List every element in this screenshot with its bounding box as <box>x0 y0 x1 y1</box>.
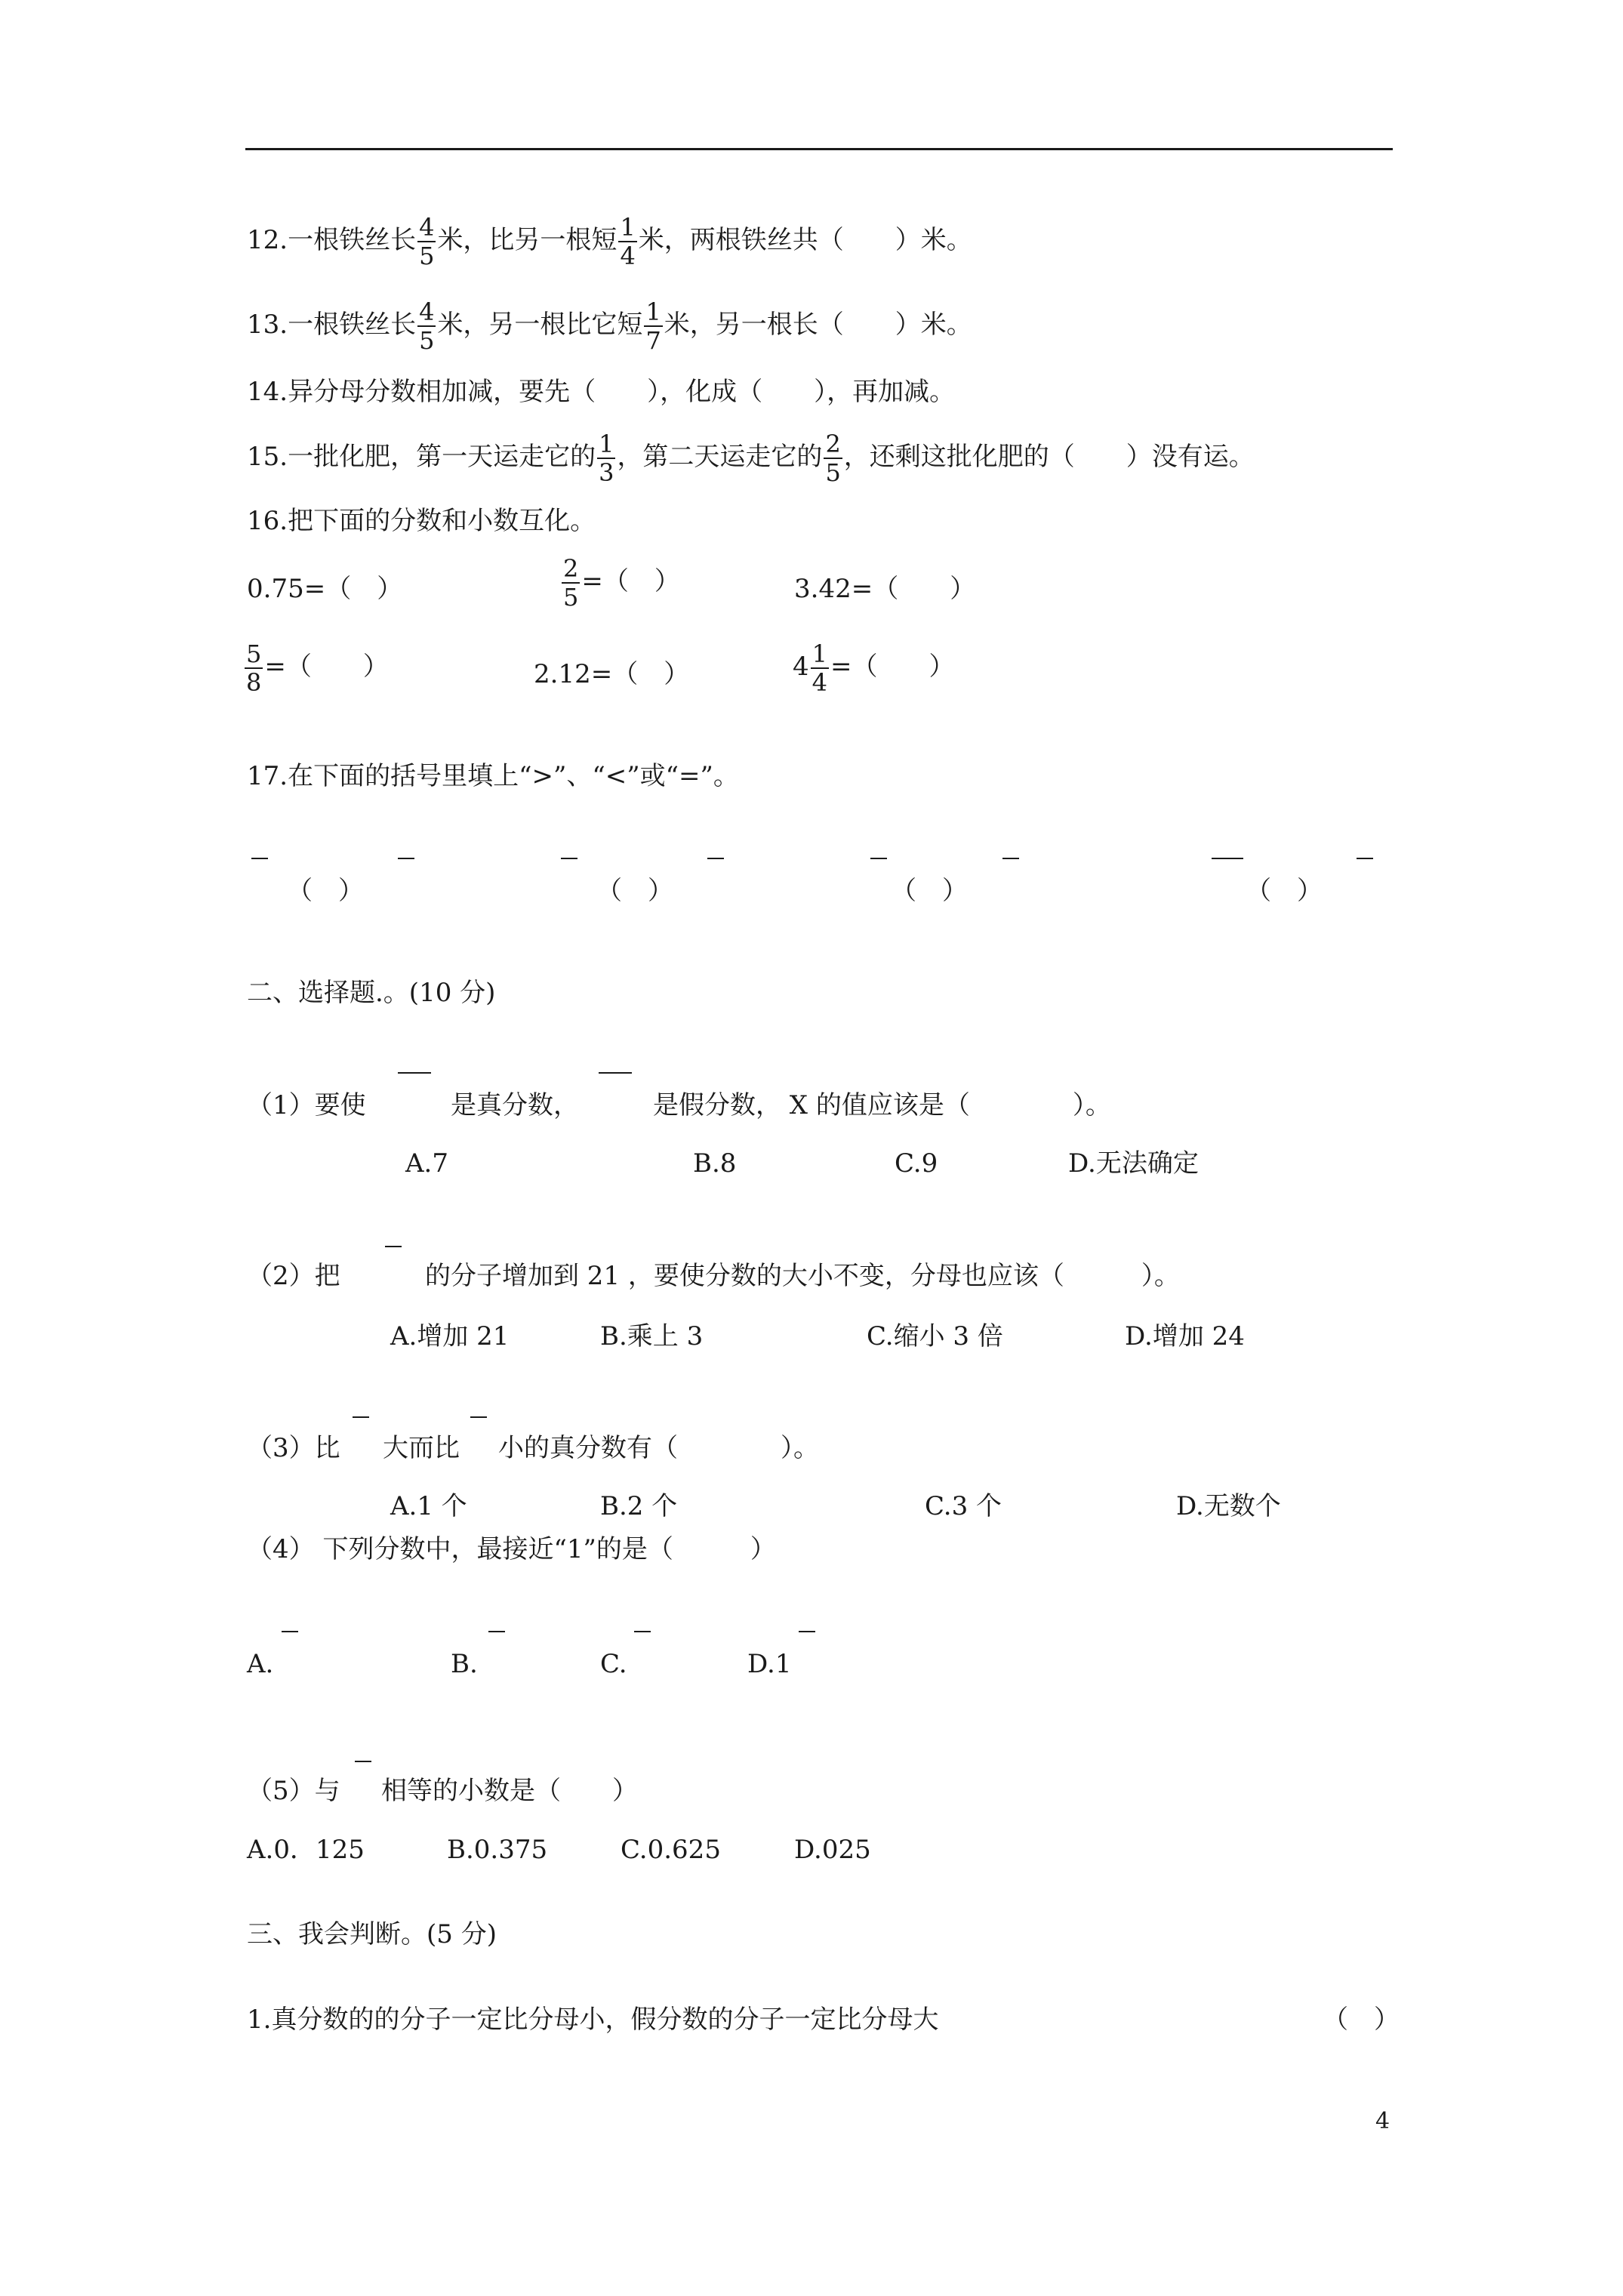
numerator: 5 <box>246 639 262 668</box>
fraction-bar <box>488 1631 505 1632</box>
q16-item-2 <box>560 555 680 611</box>
q13-text-b: 米，另一根比它短 <box>437 310 643 340</box>
fraction-bar <box>1002 858 1019 859</box>
fraction-bar <box>353 1416 369 1418</box>
q15-text-a: 15.一批化肥，第一天运走它的 <box>247 442 596 472</box>
choice-q2-a: （2）把 <box>247 1261 340 1291</box>
q16-item-6-text: =（ ） <box>830 652 955 682</box>
q16-item-1: 0.75=（ ） <box>247 574 403 604</box>
fraction-bar <box>398 1072 431 1074</box>
choice-q2-option-d[interactable]: D.增加 24 <box>1125 1321 1245 1351</box>
numerator: 1 <box>645 297 661 326</box>
q12-text-c: 米，两根铁丝共（ ）米。 <box>638 225 972 255</box>
choice-q5-a: （5）与 <box>247 1776 340 1806</box>
fraction-bar <box>599 1072 632 1074</box>
compare-blank-4[interactable]: （ ） <box>1246 876 1323 906</box>
q16-item-4-text: =（ ） <box>264 652 389 682</box>
choice-q1-c: 是假分数， X 的值应该是（ ）。 <box>653 1090 1111 1120</box>
fraction-bar <box>561 858 577 859</box>
q13-text-c: 米，另一根长（ ）米。 <box>664 310 972 340</box>
header-rule <box>245 148 1393 150</box>
q13-text-a: 13.一根铁丝长 <box>247 310 417 340</box>
choice-q3-option-b[interactable]: B.2 个 <box>600 1491 678 1521</box>
choice-q2-option-c[interactable]: C.缩小 3 倍 <box>867 1321 1003 1351</box>
q15-text-c: ，还剩这批化肥的（ ）没有运。 <box>843 442 1255 472</box>
choice-q1-option-a[interactable]: A.7 <box>405 1148 448 1179</box>
q16-item-5: 2.12=（ ） <box>534 659 690 689</box>
choice-q4-stem: （4） 下列分数中，最接近“1”的是（ ） <box>247 1534 776 1564</box>
fraction <box>618 214 636 270</box>
numerator: 2 <box>563 554 579 583</box>
fraction <box>597 430 615 486</box>
numerator: 1 <box>599 430 614 458</box>
q16-item-3: 3.42=（ ） <box>794 574 976 604</box>
choice-q1-b: 是真分数， <box>451 1090 579 1120</box>
fraction <box>644 298 662 354</box>
denominator: 5 <box>419 326 435 355</box>
denominator: 4 <box>812 668 827 697</box>
choice-q3-c: 小的真分数有（ ）。 <box>498 1433 819 1463</box>
compare-blank-3[interactable]: （ ） <box>891 876 968 906</box>
q15-text-b: ，第二天运走它的 <box>617 442 823 472</box>
numerator: 1 <box>812 639 827 668</box>
choice-q4-option-a[interactable]: A. <box>247 1649 274 1679</box>
q16-item-4 <box>243 640 389 696</box>
question-13 <box>247 298 972 354</box>
choice-q3-option-c[interactable]: C.3 个 <box>925 1491 1002 1521</box>
fraction-bar <box>634 1631 651 1632</box>
denominator: 5 <box>825 458 841 487</box>
fraction-bar <box>355 1761 371 1762</box>
section-3-header: 三、我会判断。(5 分) <box>247 1919 497 1949</box>
fraction-bar <box>398 858 414 859</box>
choice-q5-b: 相等的小数是（ ） <box>381 1776 638 1806</box>
denominator: 4 <box>620 242 636 270</box>
choice-q1-option-d[interactable]: D.无法确定 <box>1068 1148 1199 1179</box>
choice-q5-option-a[interactable]: A.0．125 <box>247 1835 365 1865</box>
fraction-bar <box>251 858 268 859</box>
choice-q5-option-d[interactable]: D.025 <box>794 1835 871 1865</box>
question-17: 17.在下面的括号里填上“>”、“<”或“=”。 <box>247 761 739 791</box>
judge-question-1: 1.真分数的的分子一定比分母小，假分数的分子一定比分母大 <box>247 2005 939 2035</box>
fraction-bar <box>1212 858 1243 859</box>
choice-q1-option-c[interactable]: C.9 <box>895 1148 938 1179</box>
denominator: 7 <box>645 326 661 355</box>
numerator: 4 <box>419 297 435 326</box>
fraction <box>824 430 842 486</box>
q16-item-2-text: =（ ） <box>581 566 680 596</box>
fraction-bar <box>385 1246 402 1247</box>
fraction <box>562 555 580 611</box>
fraction-bar <box>282 1631 298 1632</box>
fraction-bar <box>470 1416 487 1418</box>
judge-answer-blank-1[interactable]: （ ） <box>1323 2005 1400 2035</box>
fraction <box>811 640 829 696</box>
choice-q1-a: （1）要使 <box>247 1090 366 1120</box>
question-14: 14.异分母分数相加减，要先（ ），化成（ ），再加减。 <box>247 377 956 407</box>
numerator: 2 <box>825 430 841 458</box>
choice-q2-option-b[interactable]: B.乘上 3 <box>600 1321 704 1351</box>
question-12 <box>247 214 972 270</box>
choice-q4-option-c[interactable]: C. <box>600 1649 627 1679</box>
question-15 <box>247 430 1255 486</box>
choice-q1-option-b[interactable]: B.8 <box>693 1148 737 1179</box>
choice-q3-option-d[interactable]: D.无数个 <box>1176 1491 1281 1521</box>
fraction-bar <box>799 1631 815 1632</box>
choice-q2-option-a[interactable]: A.增加 21 <box>390 1321 510 1351</box>
section-2-header: 二、选择题.。(10 分) <box>247 978 496 1008</box>
fraction-bar <box>1357 858 1373 859</box>
fraction <box>417 298 436 354</box>
denominator: 5 <box>563 583 579 612</box>
compare-blank-2[interactable]: （ ） <box>596 876 673 906</box>
fraction <box>245 640 263 696</box>
fraction <box>417 214 436 270</box>
fraction-bar <box>707 858 724 859</box>
q12-text-b: 米，比另一根短 <box>437 225 617 255</box>
choice-q5-option-b[interactable]: B.0.375 <box>447 1835 548 1865</box>
denominator: 3 <box>599 458 614 487</box>
compare-blank-1[interactable]: （ ） <box>287 876 364 906</box>
page-number: 4 <box>1375 2108 1390 2134</box>
choice-q4-option-b[interactable]: B. <box>451 1649 478 1679</box>
choice-q3-a: （3）比 <box>247 1433 340 1463</box>
q16-item-6 <box>793 640 955 696</box>
denominator: 5 <box>419 242 435 270</box>
choice-q5-option-c[interactable]: C.0.625 <box>621 1835 721 1865</box>
whole-number: 4 <box>793 652 809 682</box>
question-16: 16.把下面的分数和小数互化。 <box>247 506 596 536</box>
choice-q4-option-d[interactable]: D.1 <box>747 1649 792 1679</box>
choice-q3-option-a[interactable]: A.1 个 <box>390 1491 467 1521</box>
numerator: 4 <box>419 213 435 242</box>
choice-q3-b: 大而比 <box>383 1433 460 1463</box>
q12-text-a: 12.一根铁丝长 <box>247 225 417 255</box>
numerator: 1 <box>620 213 636 242</box>
fraction-bar <box>870 858 887 859</box>
denominator: 8 <box>246 668 262 697</box>
choice-q2-b: 的分子增加到 21 ，要使分数的大小不变，分母也应该（ ）。 <box>425 1261 1180 1291</box>
